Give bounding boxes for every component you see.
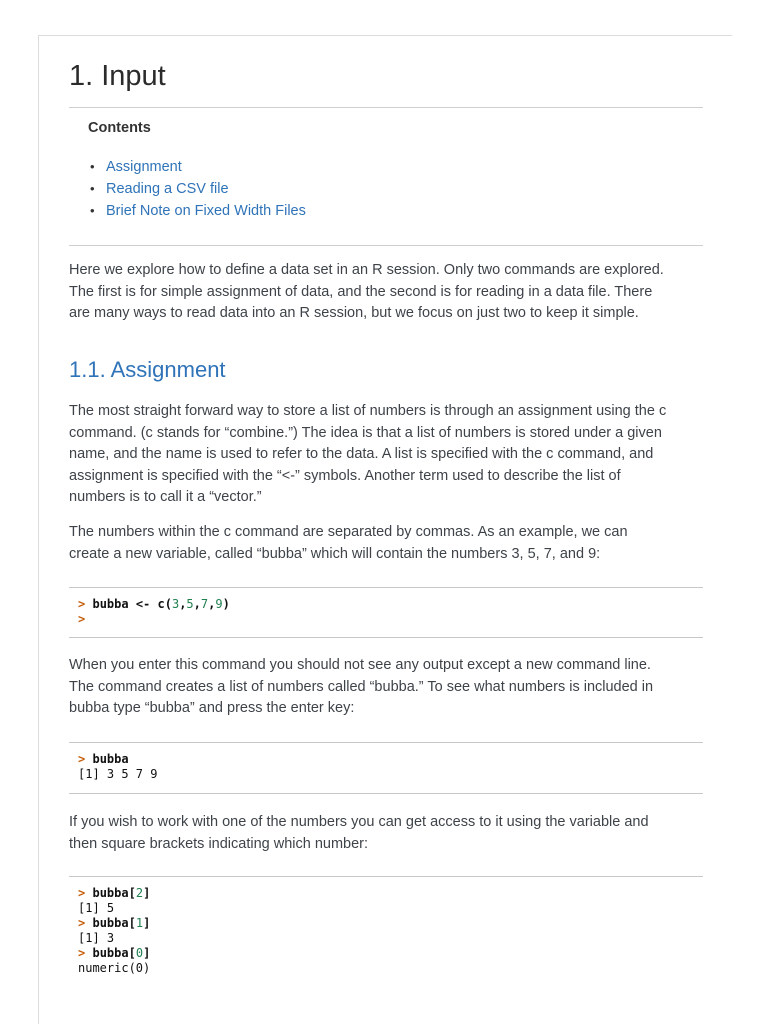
- toc-link-assignment[interactable]: Assignment: [106, 159, 182, 175]
- section-title-assignment: 1.1. Assignment: [69, 357, 226, 382]
- code-output: [1] 3: [78, 931, 115, 945]
- toc-divider: [69, 245, 703, 246]
- assignment-paragraph-2: The numbers within the c command are separated by commas. As an example, we can create a new variable, called “bubba” which will contain the numbers 3, 5, 7, and 9:: [69, 524, 628, 562]
- assignment-paragraph-3: When you enter this command you should not see any output except a new command line. The command creates a list of numbers called “bubba.” To see what numbers is included in bubba type “bubba” and press the enter key:: [69, 657, 654, 716]
- table-of-contents: [88, 156, 306, 222]
- code-line: >: [78, 612, 86, 626]
- code-line: > bubba[0]: [78, 946, 151, 960]
- code-line: > bubba[1]: [78, 916, 151, 930]
- assignment-paragraph-1: The most straight forward way to store a list of numbers is through an assignment using the c command. (c stands for “combine.”) The idea is that a list of numbers is stored under a given name, and the name is used to refer to the data. A list is specified with the c command, and assignment is specified with the “<-” symbols. Another term used to describe the list of numbers is to call it a “vector.”: [69, 403, 667, 505]
- toc-item: [88, 200, 306, 222]
- toc-item: [88, 156, 306, 178]
- intro-paragraph: Here we explore how to define a data set in an R session. Only two commands are explored. The first is for simple assignment of data, and the second is for reading in a data file. There are many ways to read data into an R session, but we focus on just two to keep it simple.: [69, 262, 664, 321]
- page-title: 1. Input: [69, 60, 166, 92]
- code-output: [1] 5: [78, 901, 115, 915]
- code-output: [1] 3 5 7 9: [78, 767, 158, 781]
- page-content: [38, 35, 732, 1024]
- assignment-paragraph-4: If you wish to work with one of the numbers you can get access to it using the variable and then square brackets indicating which number:: [69, 814, 649, 852]
- code-block-index: [69, 876, 703, 1025]
- title-divider: [69, 107, 703, 108]
- toc-link-fixed-width[interactable]: Brief Note on Fixed Width Files: [106, 203, 306, 219]
- code-line: > bubba[2]: [78, 886, 151, 900]
- toc-link-reading-csv[interactable]: Reading a CSV file: [106, 181, 229, 197]
- code-output: numeric(0): [78, 961, 151, 975]
- code-line: > bubba: [78, 752, 129, 766]
- code-line: > bubba <- c(3,5,7,9): [78, 597, 230, 611]
- toc-item: [88, 178, 306, 200]
- toc-title: Contents: [88, 120, 151, 136]
- code-block-print: [69, 742, 703, 794]
- code-block-assign: [69, 587, 703, 638]
